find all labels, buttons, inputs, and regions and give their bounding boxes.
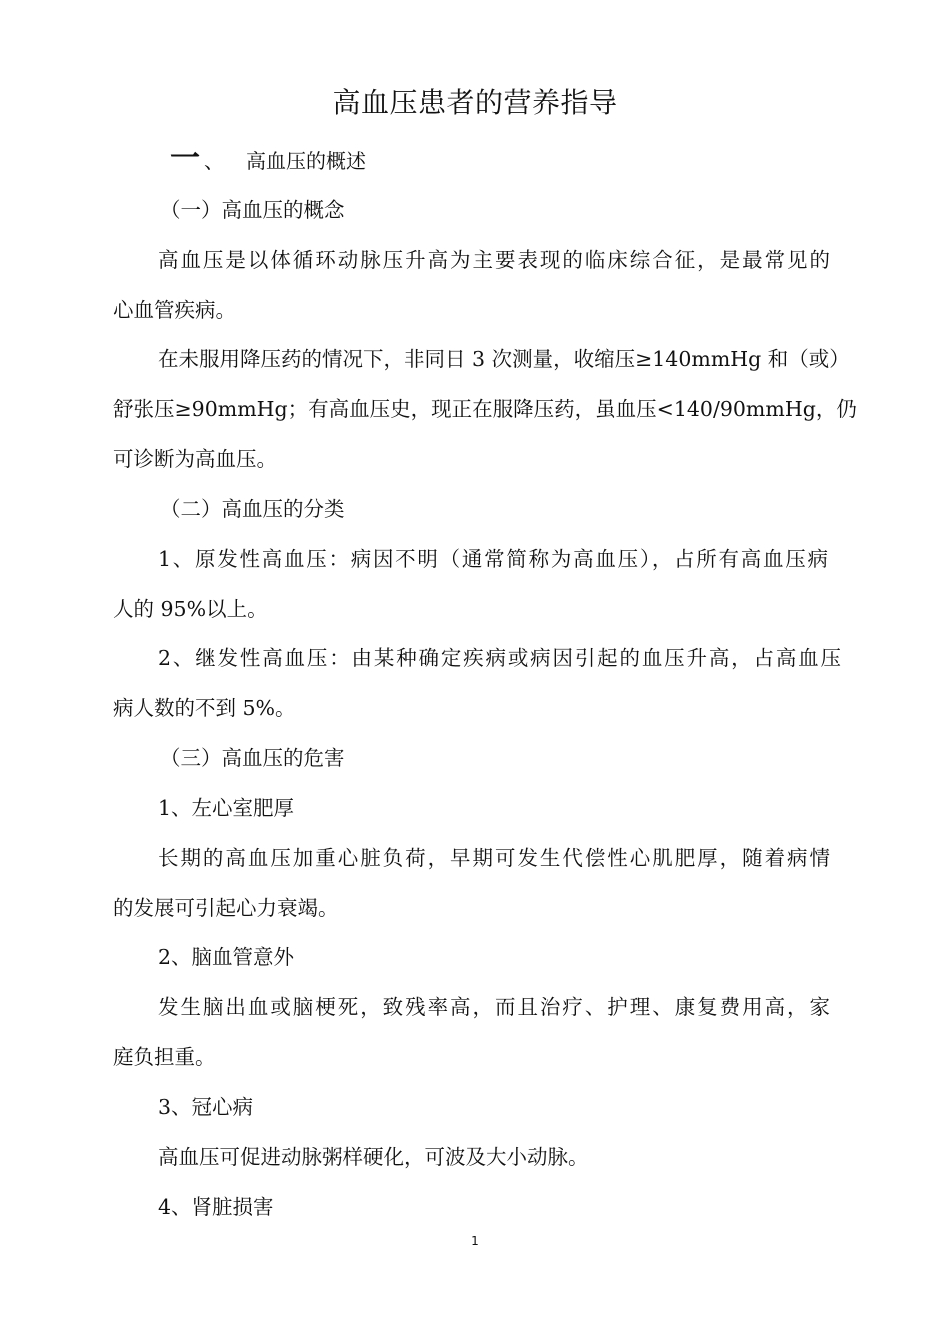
list-item-title: 3、冠心病 — [158, 1095, 254, 1119]
section-heading-1 — [170, 141, 366, 177]
paragraph-line: 高血压是以体循环动脉压升高为主要表现的临床综合征，是最常见的 — [158, 248, 830, 272]
list-item-line: 2、继发性高血压：由某种确定疾病或病因引起的血压升高，占高血压 — [158, 646, 841, 670]
paragraph-line: 庭负担重。 — [113, 1045, 216, 1069]
section-heading-text: 高血压的概述 — [246, 148, 366, 173]
page-number: 1 — [471, 1234, 479, 1248]
section-number: 一 — [170, 141, 200, 176]
paragraph-line: 长期的高血压加重心脏负荷，早期可发生代偿性心肌肥厚，随着病情 — [158, 846, 830, 870]
list-item-line: 病人数的不到 5%。 — [113, 696, 296, 720]
list-item-title: 4、肾脏损害 — [158, 1195, 274, 1219]
paragraph-line: 发生脑出血或脑梗死，致残率高，而且治疗、护理、康复费用高，家 — [158, 995, 830, 1019]
paragraph-line: 高血压可促进动脉粥样硬化，可波及大小动脉。 — [158, 1145, 589, 1169]
paragraph-line: 的发展可引起心力衰竭。 — [113, 896, 339, 920]
list-item-line: 1、原发性高血压：病因不明（通常简称为高血压），占所有高血压病 — [158, 547, 828, 571]
subheading-concept: （一）高血压的概念 — [160, 198, 345, 222]
section-separator: 、 — [204, 148, 224, 173]
subheading-harm: （三）高血压的危害 — [160, 746, 345, 770]
list-item-line: 人的 95%以上。 — [113, 597, 268, 621]
subheading-classification: （二）高血压的分类 — [160, 497, 345, 521]
paragraph-line: 可诊断为高血压。 — [113, 447, 277, 471]
list-item-title: 1、左心室肥厚 — [158, 796, 295, 820]
list-item-title: 2、脑血管意外 — [158, 945, 295, 969]
paragraph-line: 心血管疾病。 — [113, 298, 236, 322]
paragraph-line: 在未服用降压药的情况下，非同日 3 次测量，收缩压≥140mmHg 和（或） — [158, 347, 850, 371]
paragraph-line: 舒张压≥90mmHg；有高血压史，现正在服降压药，虽血压<140/90mmHg，仍 — [113, 397, 857, 421]
document-title: 高血压患者的营养指导 — [332, 86, 618, 119]
